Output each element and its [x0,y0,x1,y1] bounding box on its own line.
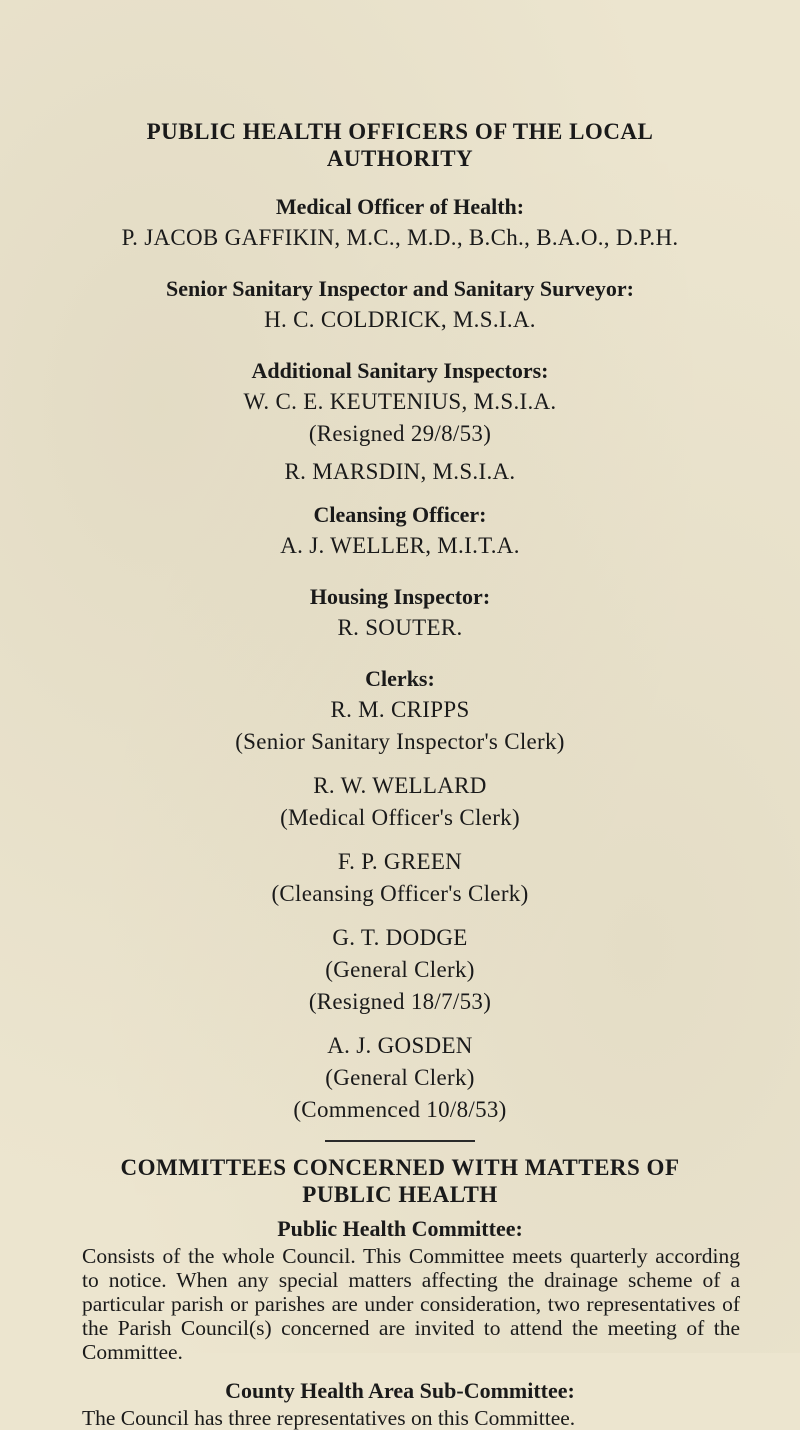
clerk-entry [0,846,800,910]
officer-name: W. C. E. KEUTENIUS, M.S.I.A. [243,389,557,414]
role-title: Additional Sanitary Inspectors: [251,358,549,383]
role-title: Medical Officer of Health: [275,194,525,219]
clerk-note: (Resigned 18/7/53) [308,989,492,1014]
clerk-note: (General Clerk) [325,1065,475,1090]
section-clerks [0,664,800,1126]
heading-line-2: PUBLIC HEALTH [302,1182,498,1207]
section-medical-officer [0,192,800,254]
clerk-name: R. M. CRIPPS [330,697,470,722]
committee-county-health [0,1376,800,1430]
clerk-note: (General Clerk) [325,957,475,982]
officer-name: P. JACOB GAFFIKIN, M.C., M.D., B.Ch., B.A.O., D.P.H. [121,225,679,250]
role-title: Senior Sanitary Inspector and Sanitary Surveyor: [166,276,634,301]
section-additional-sanitary-inspectors [0,356,800,488]
heading-line-2: AUTHORITY [326,146,474,171]
heading-line-1: PUBLIC HEALTH OFFICERS OF THE LOCAL [146,119,654,144]
section-cleansing-officer [0,500,800,562]
clerk-entry [0,694,800,758]
clerk-note: (Cleansing Officer's Clerk) [271,881,529,906]
section-senior-sanitary-inspector [0,274,800,336]
clerk-note: (Medical Officer's Clerk) [280,805,520,830]
clerk-name: R. W. WELLARD [313,773,487,798]
section-housing-inspector [0,582,800,644]
clerk-note: (Commenced 10/8/53) [293,1097,507,1122]
officer-name: A. J. WELLER, M.I.T.A. [280,533,520,558]
clerk-name: F. P. GREEN [337,849,463,874]
officer-note: (Resigned 29/8/53) [308,421,492,446]
committee-description: Consists of the whole Council. This Committee meets quarterly according to notice. When any special matters affecting the drainage scheme of a particular parish or parishes are under consideration, two representatives of the Parish Council(s) concerned are invited to attend the meeting of the Committee. [82,1244,740,1364]
officer-name: H. C. COLDRICK, M.S.I.A. [264,307,536,332]
clerk-entry [0,1030,800,1126]
officers-heading [0,118,800,172]
committees-heading [0,1154,800,1208]
role-title: Clerks: [365,666,435,691]
committee-title: Public Health Committee: [277,1216,523,1241]
officer-name: R. SOUTER. [337,615,463,640]
clerk-note: (Senior Sanitary Inspector's Clerk) [235,729,565,754]
clerk-entry [0,770,800,834]
divider-rule [325,1140,475,1142]
officer-name: R. MARSDIN, M.S.I.A. [284,459,516,484]
committee-title: County Health Area Sub-Committee: [225,1378,575,1403]
role-title: Cleansing Officer: [313,502,487,527]
committee-description: The Council has three representatives on this Committee. [82,1406,576,1430]
clerk-name: A. J. GOSDEN [327,1033,473,1058]
role-title: Housing Inspector: [309,584,491,609]
committee-public-health [0,1214,800,1364]
clerk-entry [0,922,800,1018]
heading-line-1: COMMITTEES CONCERNED WITH MATTERS OF [120,1155,680,1180]
clerk-name: G. T. DODGE [332,925,468,950]
